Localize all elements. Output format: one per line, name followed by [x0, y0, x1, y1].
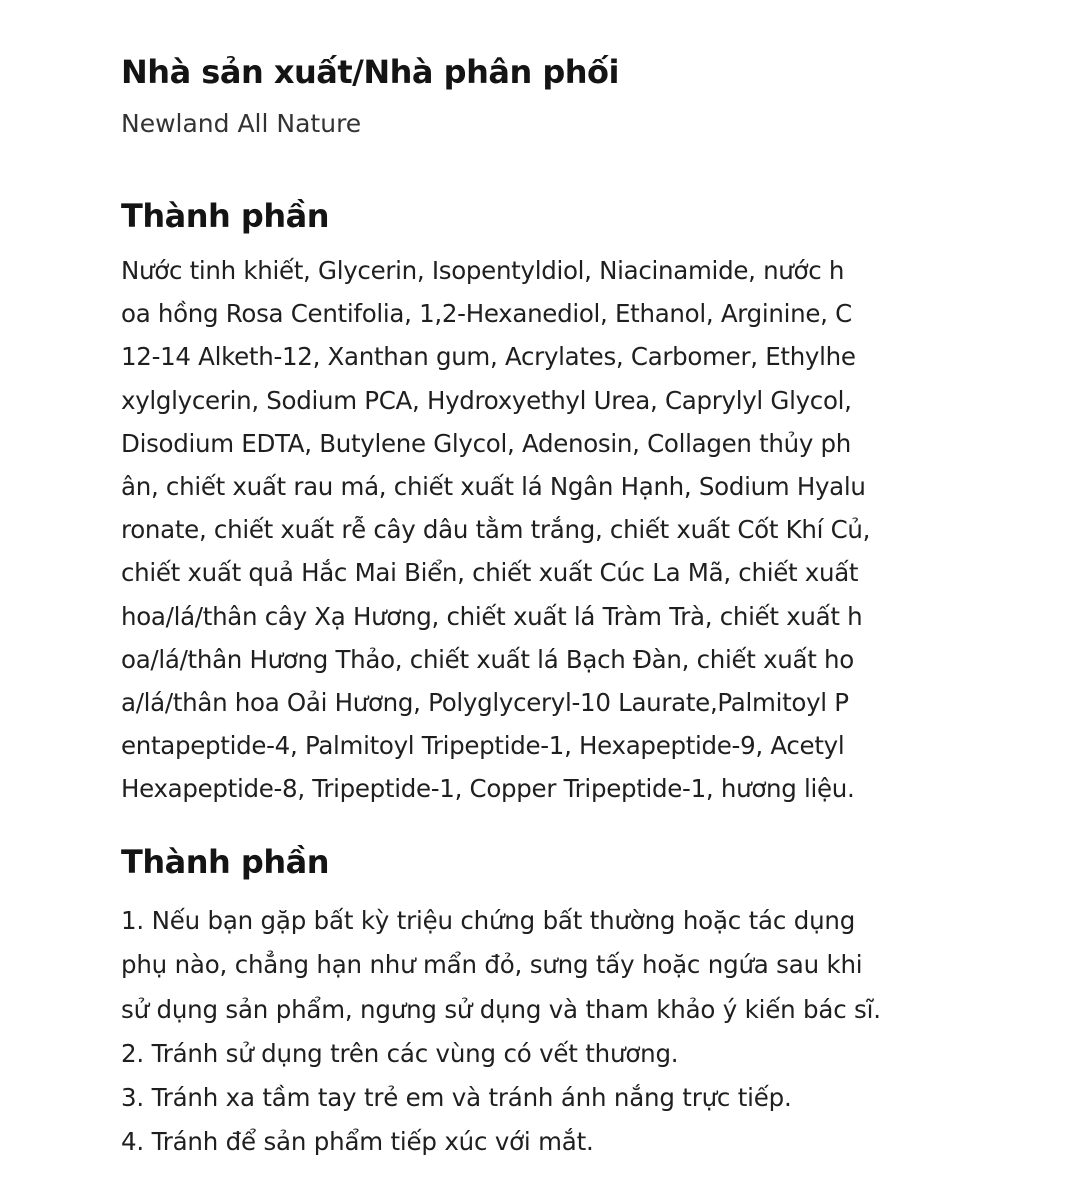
ingredients-line: Disodium EDTA, Butylene Glycol, Adenosin, Collagen thủy ph: [121, 428, 851, 458]
ingredients-heading: Thành phần: [121, 197, 329, 235]
warnings-line: 2. Tránh sử dụng trên các vùng có vết thương.: [121, 1038, 679, 1068]
warnings-heading: Thành phần: [121, 843, 329, 881]
ingredients-line: a/lá/thân hoa Oải Hương, Polyglyceryl-10 Laurate,Palmitoyl P: [121, 687, 849, 717]
ingredients-line: entapeptide-4, Palmitoyl Tripeptide-1, Hexapeptide-9, Acetyl: [121, 731, 845, 761]
ingredients-line: ân, chiết xuất rau má, chiết xuất lá Ngân Hạnh, Sodium Hyalu: [121, 471, 866, 501]
warnings-line: 1. Nếu bạn gặp bất kỳ triệu chứng bất thường hoặc tác dụng: [121, 906, 856, 935]
warnings-line: phụ nào, chẳng hạn như mẩn đỏ, sưng tấy hoặc ngứa sau khi: [121, 950, 863, 980]
warnings-line: 3. Tránh xa tầm tay trẻ em và tránh ánh nắng trực tiếp.: [121, 1083, 792, 1113]
ingredients-list: [121, 249, 870, 810]
ingredients-line: hoa/lá/thân cây Xạ Hương, chiết xuất lá Tràm Trà, chiết xuất h: [121, 601, 863, 631]
warnings-line: 4. Tránh để sản phẩm tiếp xúc với mắt.: [121, 1127, 594, 1157]
ingredients-line: Nước tinh khiết, Glycerin, Isopentyldiol, Niacinamide, nước h: [121, 256, 845, 285]
ingredients-line: chiết xuất quả Hắc Mai Biển, chiết xuất Cúc La Mã, chiết xuất: [121, 558, 859, 588]
ingredients-line: xylglycerin, Sodium PCA, Hydroxyethyl Urea, Caprylyl Glycol,: [121, 385, 852, 415]
ingredients-line: oa hồng Rosa Centifolia, 1,2-Hexanediol, Ethanol, Arginine, C: [121, 299, 852, 329]
ingredients-line: ronate, chiết xuất rễ cây dâu tằm trắng, chiết xuất Cốt Khí Củ,: [121, 515, 871, 545]
manufacturer-value: Newland All Nature: [121, 109, 362, 138]
warnings-list: [121, 899, 881, 1165]
ingredients-line: 12-14 Alketh-12, Xanthan gum, Acrylates, Carbomer, Ethylhe: [121, 342, 856, 372]
ingredients-line: Hexapeptide-8, Tripeptide-1, Copper Tripeptide-1, hương liệu.: [121, 774, 855, 804]
warnings-line: sử dụng sản phẩm, ngưng sử dụng và tham khảo ý kiến bác sĩ.: [121, 994, 881, 1024]
ingredients-line: oa/lá/thân Hương Thảo, chiết xuất lá Bạch Đàn, chiết xuất ho: [121, 644, 854, 674]
manufacturer-heading: Nhà sản xuất/Nhà phân phối: [121, 53, 619, 91]
